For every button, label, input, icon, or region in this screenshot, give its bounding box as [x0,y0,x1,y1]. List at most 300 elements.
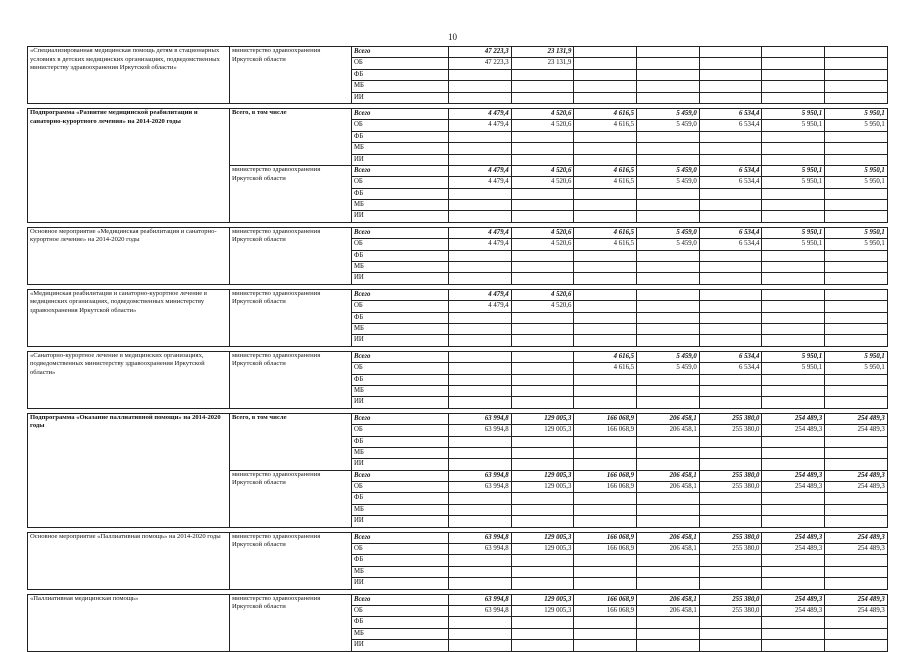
amount-cell: 254 489,3 [762,594,825,605]
amount-cell [511,143,574,154]
amount-cell: 4 520,6 [511,177,574,188]
amount-cell [762,81,825,92]
funding-source: ИИ [352,459,449,470]
amount-cell: 5 950,1 [762,351,825,362]
amount-cell [449,504,512,515]
amount-cell: 166 068,9 [574,605,637,616]
amount-cell [511,566,574,577]
funding-table-body [28,47,888,652]
amount-cell [449,154,512,165]
amount-cell: 166 068,9 [574,594,637,605]
amount-cell [637,301,700,312]
amount-cell [762,47,825,58]
amount-cell [762,273,825,284]
amount-cell [825,436,888,447]
amount-cell: 254 489,3 [762,482,825,493]
amount-cell: 255 380,0 [699,413,762,424]
amount-cell: 4 616,5 [574,239,637,250]
amount-cell [574,516,637,527]
amount-cell [574,374,637,385]
funding-source: ИИ [352,273,449,284]
amount-cell [762,262,825,273]
amount-cell: 206 458,1 [637,482,700,493]
amount-cell [511,459,574,470]
funding-source: МБ [352,447,449,458]
amount-cell: 4 616,5 [574,177,637,188]
amount-cell: 5 950,1 [762,177,825,188]
program-description: Основное мероприятие «Паллиативная помощь» на 2014-2020 годы [28,532,230,589]
amount-cell [574,92,637,103]
amount-cell [511,154,574,165]
amount-cell [449,459,512,470]
amount-cell [511,200,574,211]
amount-cell [762,335,825,346]
amount-cell: 23 131,9 [511,58,574,69]
funding-source: Всего [352,108,449,119]
amount-cell [699,493,762,504]
amount-cell [449,92,512,103]
amount-cell [574,312,637,323]
amount-cell [825,374,888,385]
amount-cell [637,154,700,165]
amount-cell [574,555,637,566]
executor-cell: министерство здравоохранения Иркутской области [230,289,352,346]
funding-source: Всего [352,470,449,481]
amount-cell: 255 380,0 [699,605,762,616]
amount-cell: 206 458,1 [637,425,700,436]
amount-cell [699,92,762,103]
amount-cell: 206 458,1 [637,594,700,605]
amount-cell: 254 489,3 [762,605,825,616]
amount-cell [699,58,762,69]
funding-source: МБ [352,628,449,639]
amount-cell: 254 489,3 [762,470,825,481]
amount-cell [699,69,762,80]
amount-cell: 206 458,1 [637,544,700,555]
amount-cell: 129 005,3 [511,413,574,424]
amount-cell [637,335,700,346]
amount-cell: 206 458,1 [637,413,700,424]
amount-cell [637,131,700,142]
amount-cell [762,250,825,261]
amount-cell: 254 489,3 [825,425,888,436]
amount-cell: 255 380,0 [699,532,762,543]
amount-cell: 254 489,3 [762,532,825,543]
amount-cell: 63 994,8 [449,482,512,493]
amount-cell [574,566,637,577]
amount-cell [825,131,888,142]
funding-source: МБ [352,81,449,92]
amount-cell [762,516,825,527]
funding-source: МБ [352,143,449,154]
amount-cell [699,143,762,154]
funding-source: ОБ [352,544,449,555]
amount-cell: 6 534,4 [699,239,762,250]
amount-cell: 254 489,3 [825,413,888,424]
amount-cell: 4 479,4 [449,301,512,312]
funding-source: Всего [352,532,449,543]
amount-cell [511,262,574,273]
amount-cell [699,131,762,142]
amount-cell [762,323,825,334]
amount-cell [699,628,762,639]
amount-cell [449,188,512,199]
amount-cell [699,335,762,346]
amount-cell: 63 994,8 [449,413,512,424]
amount-cell [825,397,888,408]
amount-cell: 254 489,3 [762,544,825,555]
amount-cell [637,374,700,385]
funding-source: МБ [352,262,449,273]
amount-cell [637,640,700,651]
amount-cell [825,81,888,92]
amount-cell [574,301,637,312]
program-description: Подпрограмма «Развитие медицинской реабилитации и санаторно-курортного лечения» на 2014-2020 годы [28,108,230,222]
amount-cell [825,385,888,396]
amount-cell [699,640,762,651]
amount-cell [825,143,888,154]
funding-source: ОБ [352,363,449,374]
amount-cell: 5 950,1 [762,227,825,238]
amount-cell: 255 380,0 [699,544,762,555]
amount-cell [574,397,637,408]
amount-cell [574,81,637,92]
amount-cell: 4 520,6 [511,239,574,250]
amount-cell: 4 520,6 [511,227,574,238]
amount-cell [511,555,574,566]
amount-cell [762,459,825,470]
amount-cell [825,578,888,589]
amount-cell: 5 950,1 [825,351,888,362]
funding-source: ИИ [352,154,449,165]
amount-cell: 4 520,6 [511,165,574,176]
amount-cell [825,555,888,566]
amount-cell: 63 994,8 [449,605,512,616]
amount-cell: 4 616,5 [574,227,637,238]
amount-cell: 5 459,0 [637,165,700,176]
amount-cell: 63 994,8 [449,470,512,481]
amount-cell [637,323,700,334]
amount-cell [574,188,637,199]
amount-cell [637,92,700,103]
executor-cell: министерство здравоохранения Иркутской области [230,351,352,408]
amount-cell: 5 459,0 [637,108,700,119]
amount-cell [637,81,700,92]
amount-cell [699,211,762,222]
amount-cell [449,436,512,447]
amount-cell: 166 068,9 [574,482,637,493]
amount-cell [762,374,825,385]
amount-cell: 5 950,1 [825,363,888,374]
amount-cell [699,312,762,323]
funding-source: ОБ [352,120,449,131]
funding-source: МБ [352,566,449,577]
amount-cell: 47 223,3 [449,47,512,58]
funding-source: ФБ [352,250,449,261]
amount-cell [825,628,888,639]
amount-cell: 129 005,3 [511,482,574,493]
amount-cell [825,301,888,312]
amount-cell [511,578,574,589]
amount-cell [699,200,762,211]
amount-cell [637,555,700,566]
funding-source: ИИ [352,211,449,222]
amount-cell [511,628,574,639]
funding-source: ОБ [352,301,449,312]
amount-cell [449,447,512,458]
amount-cell: 4 520,6 [511,301,574,312]
amount-cell [637,385,700,396]
amount-cell: 4 616,5 [574,363,637,374]
amount-cell [637,504,700,515]
amount-cell [449,578,512,589]
amount-cell [449,566,512,577]
amount-cell: 166 068,9 [574,470,637,481]
amount-cell [825,262,888,273]
amount-cell [511,447,574,458]
executor-cell: Всего, в том числе [230,413,352,470]
amount-cell [511,211,574,222]
amount-cell [449,374,512,385]
amount-cell: 254 489,3 [762,425,825,436]
amount-cell: 5 950,1 [825,227,888,238]
amount-cell [637,447,700,458]
amount-cell [825,47,888,58]
amount-cell: 63 994,8 [449,532,512,543]
amount-cell: 6 534,4 [699,177,762,188]
amount-cell [574,335,637,346]
amount-cell: 254 489,3 [825,482,888,493]
amount-cell [449,131,512,142]
funding-source: Всего [352,165,449,176]
amount-cell: 129 005,3 [511,470,574,481]
amount-cell [762,301,825,312]
table-row [28,289,888,300]
amount-cell [699,447,762,458]
amount-cell [699,323,762,334]
amount-cell [825,200,888,211]
funding-source: ОБ [352,482,449,493]
amount-cell [699,81,762,92]
amount-cell [825,92,888,103]
amount-cell [511,312,574,323]
amount-cell [637,617,700,628]
funding-source: МБ [352,200,449,211]
amount-cell: 129 005,3 [511,425,574,436]
amount-cell [825,566,888,577]
amount-cell [574,211,637,222]
amount-cell: 4 616,5 [574,108,637,119]
amount-cell [637,289,700,300]
amount-cell [762,289,825,300]
amount-cell [449,211,512,222]
amount-cell [825,154,888,165]
amount-cell [511,436,574,447]
amount-cell [637,69,700,80]
amount-cell [449,385,512,396]
amount-cell: 254 489,3 [825,605,888,616]
funding-source: Всего [352,413,449,424]
amount-cell [574,323,637,334]
amount-cell: 5 459,0 [637,239,700,250]
amount-cell [449,335,512,346]
amount-cell [637,262,700,273]
amount-cell [825,69,888,80]
amount-cell [699,250,762,261]
amount-cell [762,397,825,408]
amount-cell: 129 005,3 [511,594,574,605]
amount-cell [762,154,825,165]
amount-cell: 4 479,4 [449,289,512,300]
amount-cell [511,617,574,628]
amount-cell [574,47,637,58]
amount-cell [699,617,762,628]
amount-cell [449,323,512,334]
amount-cell [511,92,574,103]
funding-source: ФБ [352,617,449,628]
funding-source: ИИ [352,397,449,408]
amount-cell [699,504,762,515]
amount-cell [825,459,888,470]
amount-cell [825,58,888,69]
amount-cell: 4 616,5 [574,120,637,131]
amount-cell: 5 950,1 [762,165,825,176]
funding-source: ФБ [352,312,449,323]
program-description: Основное мероприятие «Медицинская реабилитация и санаторно-курортное лечение» на 2014-2020 годы [28,227,230,284]
amount-cell: 6 534,4 [699,108,762,119]
amount-cell: 5 459,0 [637,363,700,374]
amount-cell [825,188,888,199]
funding-source: МБ [352,323,449,334]
amount-cell [574,447,637,458]
amount-cell: 166 068,9 [574,544,637,555]
program-description: «Медицинская реабилитация и санаторно-курортное лечение в медицинских организациях, подведомственных министерству здравоохранения Иркутской области» [28,289,230,346]
amount-cell: 5 950,1 [825,239,888,250]
amount-cell [637,211,700,222]
funding-source: ФБ [352,374,449,385]
funding-source: ФБ [352,188,449,199]
amount-cell: 255 380,0 [699,594,762,605]
program-description: Подпрограмма «Оказание паллиативной помощи» на 2014-2020 годы [28,413,230,527]
amount-cell: 254 489,3 [825,532,888,543]
funding-source: ОБ [352,58,449,69]
amount-cell [825,289,888,300]
table-row [28,532,888,543]
amount-cell [825,516,888,527]
amount-cell [699,566,762,577]
amount-cell [449,617,512,628]
amount-cell [762,566,825,577]
amount-cell [699,188,762,199]
funding-table [27,46,888,652]
amount-cell [449,69,512,80]
amount-cell [699,436,762,447]
amount-cell [574,58,637,69]
amount-cell [511,504,574,515]
amount-cell [449,312,512,323]
executor-cell: министерство здравоохранения Иркутской области [230,165,352,222]
amount-cell [637,143,700,154]
amount-cell [699,154,762,165]
amount-cell [762,200,825,211]
amount-cell [574,262,637,273]
amount-cell [637,516,700,527]
amount-cell: 6 534,4 [699,165,762,176]
amount-cell: 129 005,3 [511,605,574,616]
amount-cell [574,69,637,80]
amount-cell [699,578,762,589]
funding-source: МБ [352,504,449,515]
funding-source: Всего [352,351,449,362]
amount-cell: 6 534,4 [699,363,762,374]
amount-cell [637,459,700,470]
amount-cell: 5 950,1 [825,165,888,176]
amount-cell [511,323,574,334]
amount-cell: 63 994,8 [449,594,512,605]
amount-cell [762,188,825,199]
program-description: «Специализированная медицинская помощь детям в стационарных условиях в детских медицинских организациях, подведомственных министерству здравоохранения Иркутской области» [28,47,230,104]
amount-cell [637,397,700,408]
funding-source: ОБ [352,177,449,188]
amount-cell [574,154,637,165]
table-row [28,108,888,119]
amount-cell [825,447,888,458]
amount-cell [762,131,825,142]
amount-cell [637,566,700,577]
amount-cell: 5 459,0 [637,120,700,131]
amount-cell [637,493,700,504]
funding-source: ИИ [352,578,449,589]
amount-cell: 5 950,1 [762,108,825,119]
funding-source: ФБ [352,131,449,142]
executor-cell: Всего, в том числе [230,108,352,165]
table-row [28,351,888,362]
amount-cell [825,640,888,651]
amount-cell [825,335,888,346]
funding-source: Всего [352,47,449,58]
amount-cell: 4 520,6 [511,108,574,119]
amount-cell [574,459,637,470]
amount-cell: 6 534,4 [699,227,762,238]
amount-cell: 4 479,4 [449,120,512,131]
page-number: 10 [448,32,457,42]
amount-cell [449,81,512,92]
executor-cell: министерство здравоохранения Иркутской области [230,594,352,651]
amount-cell: 5 459,0 [637,351,700,362]
amount-cell [449,200,512,211]
funding-source: ИИ [352,92,449,103]
funding-source: ОБ [352,605,449,616]
amount-cell [762,69,825,80]
amount-cell: 63 994,8 [449,425,512,436]
amount-cell [825,273,888,284]
amount-cell: 255 380,0 [699,470,762,481]
amount-cell [699,385,762,396]
amount-cell [762,493,825,504]
amount-cell [699,262,762,273]
amount-cell [825,323,888,334]
amount-cell [449,493,512,504]
amount-cell [511,273,574,284]
amount-cell [825,312,888,323]
amount-cell: 4 520,6 [511,289,574,300]
amount-cell: 4 479,4 [449,177,512,188]
amount-cell [574,504,637,515]
amount-cell [825,617,888,628]
amount-cell [762,385,825,396]
amount-cell [699,47,762,58]
amount-cell: 254 489,3 [825,544,888,555]
